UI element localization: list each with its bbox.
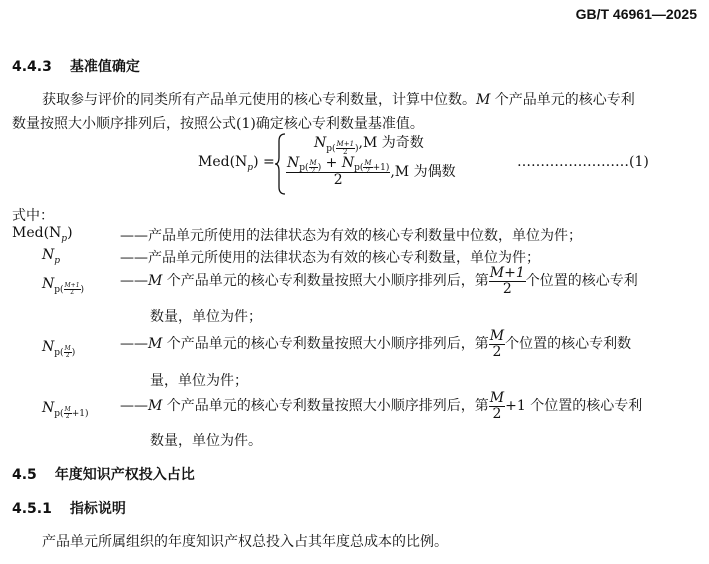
- item3-N: N: [42, 276, 55, 292]
- sym-np: N: [42, 247, 55, 263]
- item3-sub-num: M+1: [64, 281, 80, 289]
- intro-text-a: 获取参与评价的同类所有产品单元使用的核心专利数量，计算中位数。: [42, 92, 476, 108]
- case1-sub-end: ): [355, 144, 359, 154]
- item3-text-b: 个位置的核心专利: [525, 273, 638, 290]
- case2-condition: ,M 为偶数: [390, 164, 456, 181]
- case2-denominator: 2: [333, 172, 343, 189]
- item5-M: M: [148, 398, 163, 415]
- where-item-np-desc: ——产品单元所使用的法律状态为有效的核心专利数量，单位为件；: [120, 250, 540, 266]
- item3-frac-num: M+1: [489, 265, 525, 281]
- where-item-np-mplus1-symbol: [42, 276, 85, 296]
- section-4-5-number: 4.5: [12, 467, 37, 483]
- item3-dash: ——: [120, 273, 148, 290]
- item3-sub-p: p(: [54, 285, 64, 295]
- where-item-np-mplus1-line2: 数量，单位为件；: [150, 309, 262, 325]
- case2-sub1-p: p(: [299, 163, 309, 173]
- item4-frac-num: M: [489, 328, 505, 344]
- where-item-np-mplus1b-line2: 数量，单位为件。: [150, 433, 262, 449]
- item4-sub-end: ): [71, 348, 76, 358]
- item5-N: N: [42, 400, 55, 416]
- sym-med-end: ): [67, 225, 73, 241]
- case1-condition: ,M 为奇数: [358, 135, 424, 151]
- where-item-np-mplus1b-desc: [120, 391, 642, 421]
- sym-med: Med(N: [12, 225, 62, 241]
- item4-sub-num: M: [64, 344, 71, 352]
- intro-text-b: 个产品单元的核心专利: [490, 92, 635, 108]
- item4-sub: [54, 344, 76, 359]
- item4-N: N: [42, 339, 55, 355]
- item5-text-a: 个产品单元的核心专利数量按照大小顺序排列后，第: [162, 398, 489, 415]
- case1-N: N: [314, 135, 327, 151]
- item4-sub-frac: [64, 346, 72, 360]
- case2-fraction: [286, 156, 390, 188]
- intro-line-1: [42, 89, 635, 109]
- item3-text-a: 个产品单元的核心专利数量按照大小顺序排列后，第: [162, 273, 489, 290]
- case2-sub2-num: M: [364, 158, 372, 167]
- item5-sub-frac: [64, 407, 72, 421]
- sym-np-sub: p: [54, 256, 61, 266]
- case2-plus: +: [321, 155, 342, 171]
- sym-med-sub: p: [61, 234, 68, 244]
- case1-subscript: [326, 139, 359, 156]
- item4-dash: ——: [120, 336, 148, 353]
- item4-text-a: 个产品单元的核心专利数量按照大小顺序排列后，第: [162, 336, 489, 353]
- case2-N2: N: [341, 155, 355, 171]
- item4-frac: [489, 329, 505, 359]
- item3-frac-den: 2: [502, 280, 512, 297]
- item4-text-b: 个位置的核心专利数: [505, 336, 632, 353]
- item5-sub-num: M: [64, 405, 71, 413]
- item3-sub-end: ): [80, 285, 85, 295]
- section-number: 4.4.3: [12, 59, 52, 75]
- formula-case-even: [286, 156, 456, 188]
- case2-sub1-den: 2: [310, 167, 316, 175]
- where-item-np-m-line2: 量，单位为件；: [150, 373, 248, 389]
- formula-number: ……………………(1): [517, 154, 649, 170]
- item4-M: M: [148, 336, 163, 353]
- item5-frac-num: M: [489, 390, 505, 406]
- formula-lhs-sub: p: [247, 163, 254, 173]
- case1-sub-frac-den: 2: [343, 148, 348, 156]
- item3-sub: [54, 281, 85, 296]
- case2-sub2-frac: [363, 160, 372, 176]
- case1-sub-frac: [336, 141, 356, 157]
- formula-case-odd: [314, 132, 424, 156]
- case2-sub1-end: ): [317, 163, 322, 173]
- item4-sub-p: p(: [54, 348, 64, 358]
- where-item-med-desc: ——产品单元所使用的法律状态为有效的核心专利数量中位数，单位为件；: [120, 228, 582, 244]
- where-item-np: [42, 247, 61, 266]
- case2-sub2: [354, 158, 390, 175]
- section-4-4-3-heading: [12, 56, 140, 76]
- where-item-np-mplus1-desc: [120, 266, 638, 296]
- case1-sub-p: p(: [326, 144, 336, 154]
- section-4-5-1-heading: [12, 498, 126, 518]
- item3-M: M: [148, 273, 163, 290]
- item5-frac-den: 2: [492, 405, 502, 422]
- case2-N1: N: [287, 155, 300, 171]
- case2-sub2-den: 2: [365, 167, 371, 175]
- item3-frac: [489, 266, 526, 296]
- item5-text-b: +1 个位置的核心专利: [505, 398, 643, 415]
- item3-sub-den: 2: [70, 289, 74, 296]
- item3-sub-frac: [64, 283, 81, 297]
- case2-sub1-frac: [309, 160, 318, 176]
- where-item-np-m-desc: [120, 329, 631, 359]
- case2-sub1-num: M: [309, 158, 317, 167]
- item5-sub-p: p(: [54, 409, 64, 419]
- section-4-5-1-number: 4.5.1: [12, 501, 52, 517]
- formula-lhs-med: Med(N: [198, 154, 248, 170]
- section-4-5-1-title: 指标说明: [69, 501, 126, 517]
- item5-sub: [54, 405, 89, 420]
- where-item-np-mplus1b-symbol: [42, 400, 89, 420]
- case2-sub2-p: p(: [354, 163, 364, 173]
- case2-sub2-tail: +1): [372, 163, 390, 173]
- where-item-med: [12, 225, 73, 244]
- item4-sub-den: 2: [65, 352, 70, 359]
- item5-dash: ——: [120, 398, 148, 415]
- section-title: 基准值确定: [69, 59, 140, 75]
- where-label: 式中：: [12, 208, 54, 224]
- case1-sub-frac-num: M+1: [336, 139, 355, 148]
- case2-numerator: [286, 156, 390, 173]
- section-4-5-title: 年度知识产权投入占比: [54, 467, 195, 483]
- item4-frac-den: 2: [492, 343, 502, 360]
- var-M: M: [476, 92, 491, 108]
- item5-sub-den: 2: [65, 413, 70, 420]
- formula-lhs-eq: ) =: [253, 154, 275, 170]
- case2-sub1: [299, 158, 322, 175]
- section-4-5-heading: [12, 464, 195, 484]
- formula-lhs: [198, 154, 275, 173]
- item5-sub-end: +1): [71, 409, 89, 419]
- standard-number: GB/T 46961—2025: [575, 6, 697, 22]
- section-4-5-1-body: 产品单元所属组织的年度知识产权总投入占其年度总成本的比例。: [42, 534, 448, 550]
- where-item-np-m-symbol: [42, 339, 76, 359]
- intro-line-2: 数量按照大小顺序排列后，按照公式(1)确定核心专利数量基准值。: [12, 116, 424, 132]
- item5-frac: [489, 391, 505, 421]
